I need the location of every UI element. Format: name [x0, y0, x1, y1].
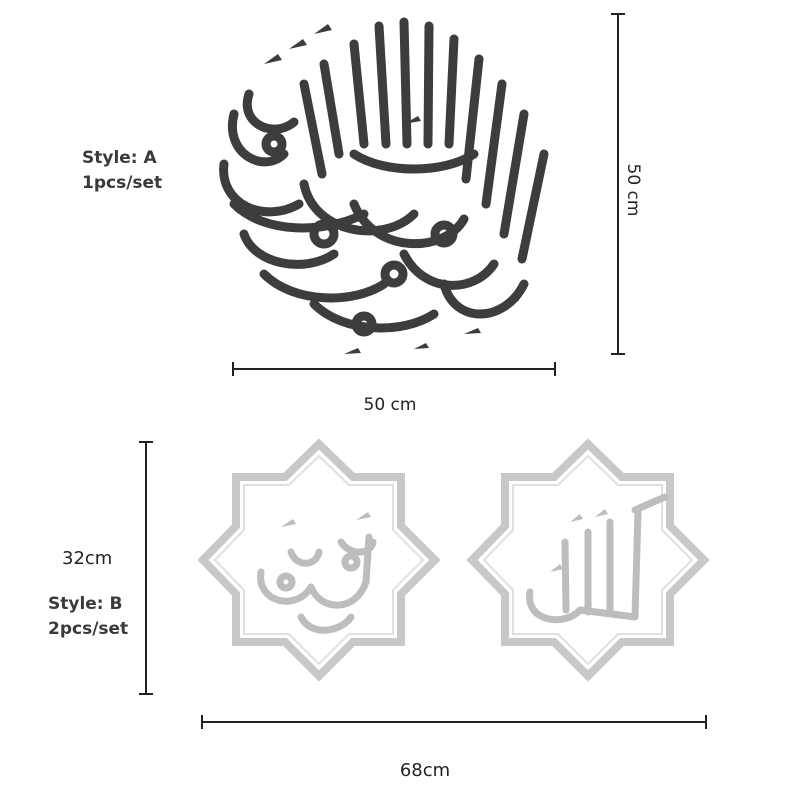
style-b-left-panel	[201, 442, 437, 678]
style-a-label	[82, 146, 162, 196]
style-b-height-label: 32cm	[62, 548, 113, 569]
style-a-width-label: 50 cm	[363, 395, 417, 415]
style-a-height-label: 50 cm	[623, 163, 643, 217]
style-a-height-line	[617, 13, 619, 355]
style-b-width-label: 68cm	[399, 760, 451, 781]
style-a-name: Style: A	[82, 148, 157, 168]
style-b-height-line	[145, 441, 147, 695]
style-b-right-panel	[470, 442, 706, 678]
style-b-section	[0, 420, 800, 800]
style-b-width-line	[201, 721, 707, 723]
style-b-quantity: 2pcs/set	[48, 619, 129, 639]
style-b-width-tick-right	[705, 715, 707, 729]
style-a-width-line	[232, 368, 556, 370]
style-a-calligraphy-roundel	[204, 4, 564, 364]
style-b-label	[48, 592, 128, 642]
style-a-width-tick-right	[554, 362, 556, 376]
style-b-height-tick-bottom	[139, 693, 153, 695]
style-a-quantity: 1pcs/set	[82, 173, 163, 193]
style-b-name: Style: B	[48, 594, 123, 614]
style-a-height-tick-bottom	[611, 353, 625, 355]
